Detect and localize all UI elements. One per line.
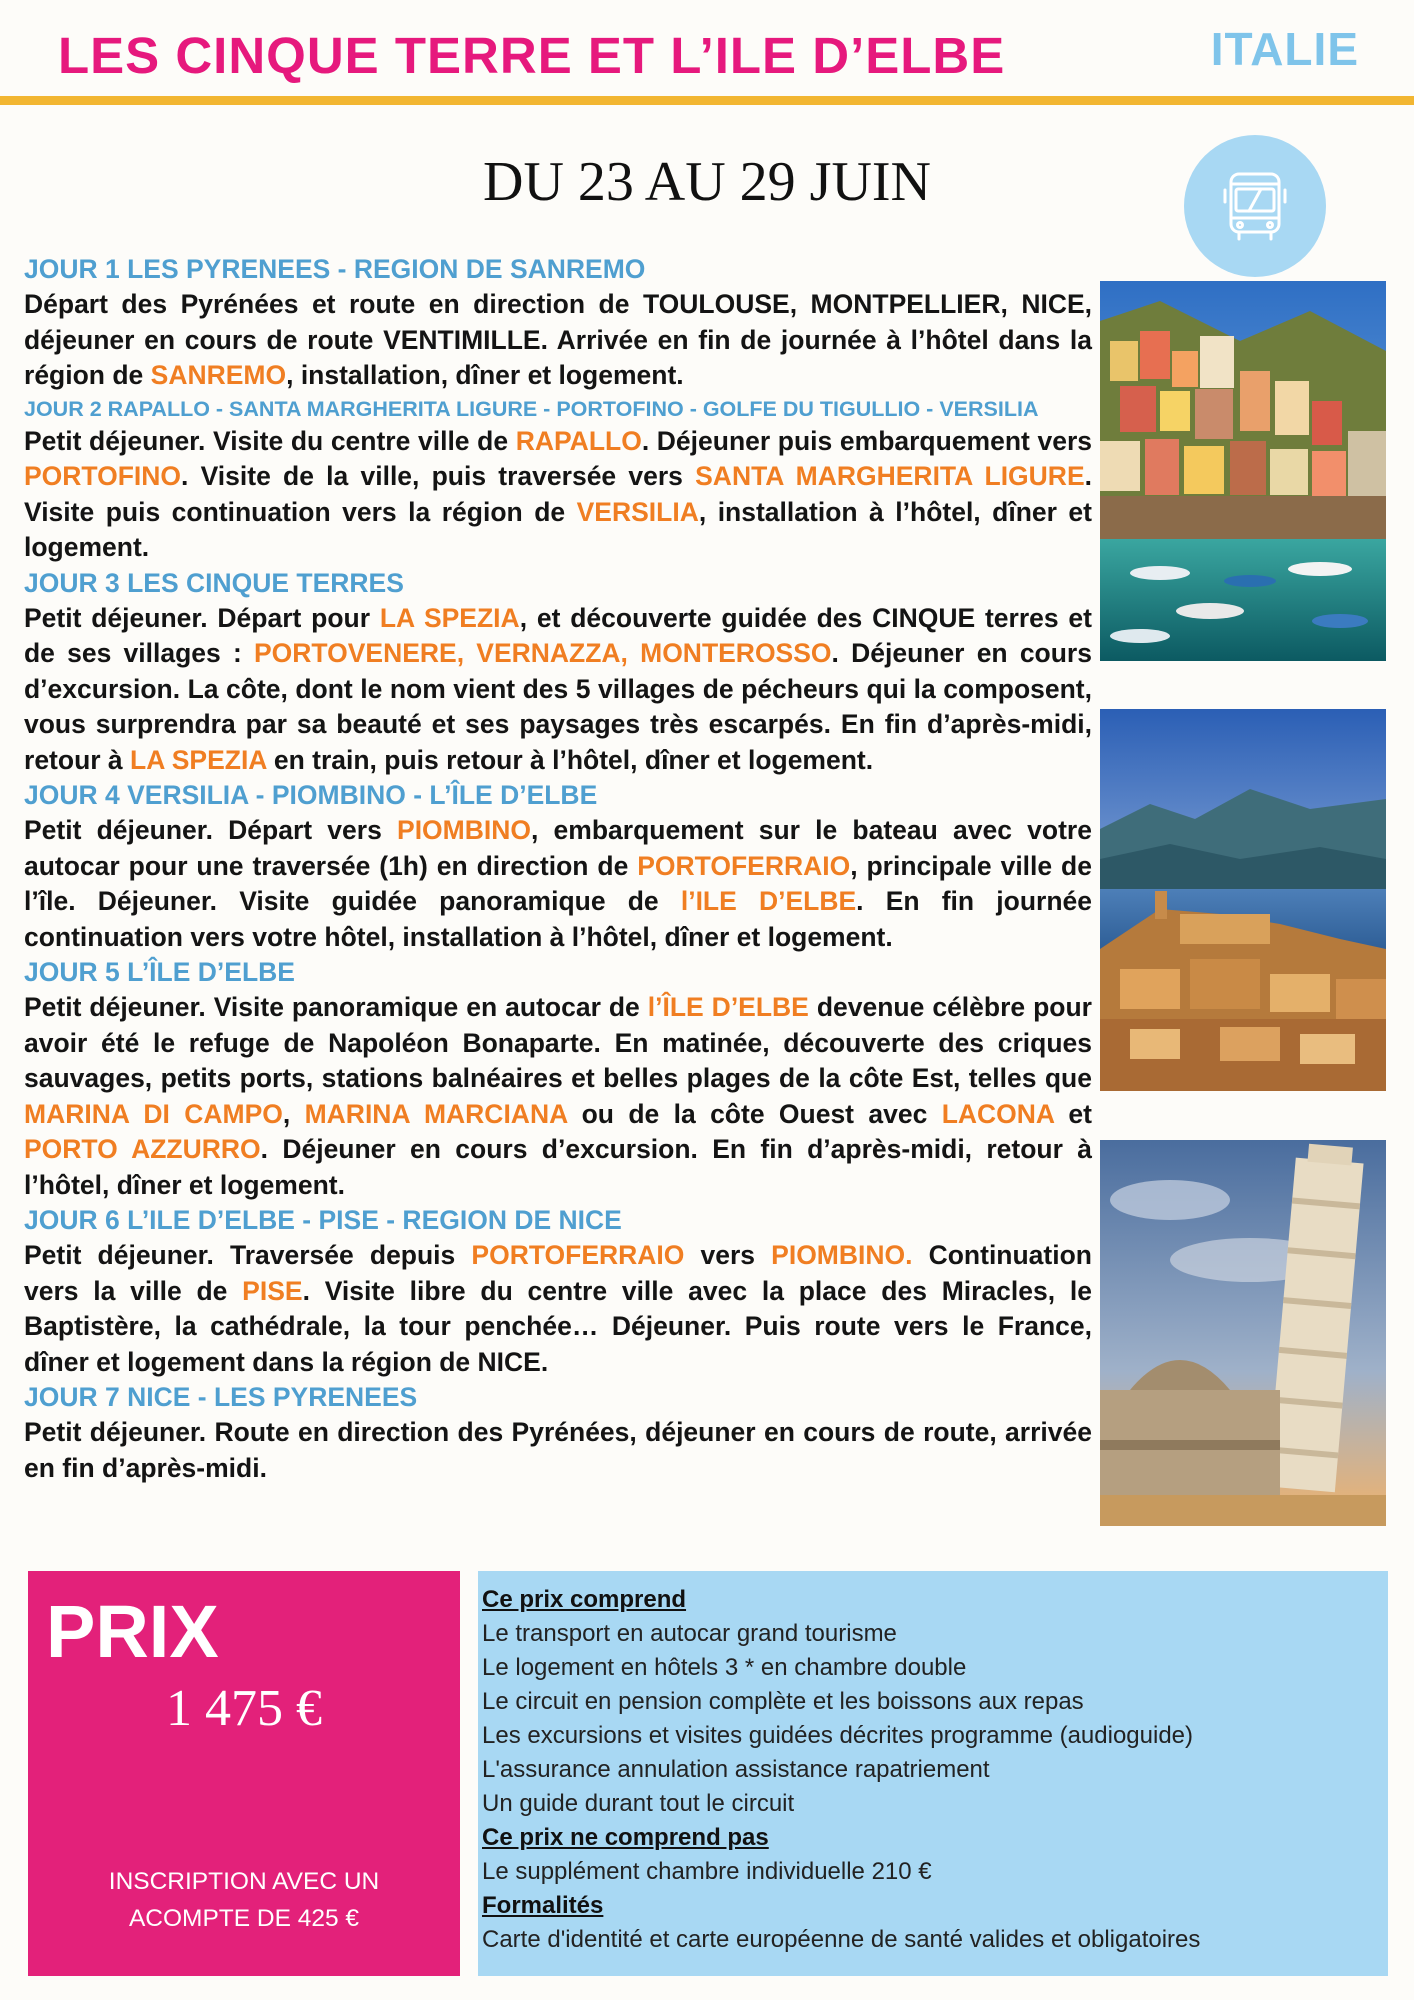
cinque-terre-photo (1100, 281, 1386, 661)
day-title: JOUR 4 VERSILIA - PIOMBINO - L’ÎLE D’ELBE (24, 780, 598, 810)
day-title: JOUR 5 L’ÎLE D’ELBE (24, 957, 295, 987)
itinerary (24, 252, 1092, 1486)
includes-item: Le circuit en pension complète et les boissons aux repas (482, 1688, 1084, 1715)
day-description: Petit déjeuner. Route en direction des Pyrénées, déjeuner en cours de route, arrivée en fin d’après-midi. (24, 1417, 1092, 1483)
deposit-line: INSCRIPTION AVEC UN (108, 1868, 380, 1895)
includes-item: Un guide durant tout le circuit (482, 1790, 795, 1817)
includes-item: L'assurance annulation assistance rapatriement (482, 1756, 990, 1783)
excludes-heading: Ce prix ne comprend pas (482, 1824, 769, 1851)
pisa-tower-photo (1100, 1140, 1386, 1526)
price-title: PRIX (46, 1590, 219, 1673)
price-box (28, 1571, 460, 1976)
bus-icon (1215, 166, 1295, 246)
transport-badge (1184, 135, 1326, 277)
trip-dates: DU 23 AU 29 JUIN (483, 151, 931, 213)
price-details-list (482, 1583, 1200, 1957)
excludes-item: Le supplément chambre individuelle 210 € (482, 1858, 932, 1885)
elba-island-photo (1100, 709, 1386, 1091)
page-title: LES CINQUE TERRE ET L’ILE D’ELBE (58, 27, 1006, 84)
day-description: Petit déjeuner. Départ pour LA SPEZIA, et découverte guidée des CINQUE terres et de ses villages : PORTOVENERE, VERNAZZA, MONTEROSSO. Déjeuner en cours d’excursion. La côte, dont le nom vient des 5 villages de pécheurs qui la composent, vous surprendra par sa beauté et ses paysages très escarpés. En fin d’après-midi, retour à LA SPEZIA en train, puis retour à l’hôtel, dîner et logement. (24, 602, 1092, 775)
day-description: Petit déjeuner. Traversée depuis PORTOFERRAIO vers PIOMBINO. Continuation vers la ville de PISE. Visite libre du centre ville avec la place des Miracles, le Baptistère, la cathédrale, la tour penchée… Déjeuner. Puis route vers le France, dîner et logement dans la région de NICE. (24, 1240, 1092, 1377)
price-details-box (478, 1571, 1388, 1976)
day-title: JOUR 6 L’ILE D’ELBE - PISE - REGION DE NICE (24, 1205, 622, 1235)
includes-item: Le transport en autocar grand tourisme (482, 1620, 897, 1647)
includes-item: Les excursions et visites guidées décrites programme (audioguide) (482, 1722, 1194, 1749)
day-title: JOUR 3 LES CINQUE TERRES (24, 567, 404, 598)
deposit-info (28, 1863, 460, 1937)
day-description: Petit déjeuner. Visite panoramique en autocar de l’ÎLE D’ELBE devenue célèbre pour avoir été le refuge de Napoléon Bonaparte. En matinée, découverte des criques sauvages, petits ports, stations balnéaires et belles plages de la côte Est, telles que MARINA DI CAMPO, MARINA MARCIANA ou de la côte Ouest avec LACONA et PORTO AZZURRO. Déjeuner en cours d’excursion. En fin d’après-midi, retour à l’hôtel, dîner et logement. (24, 992, 1092, 1200)
day-description: Départ des Pyrénées et route en direction de TOULOUSE, MONTPELLIER, NICE, déjeuner en cours de route VENTIMILLE. Arrivée en fin de journée à l’hôtel dans la région de SANREMO, installation, dîner et logement. (24, 289, 1092, 390)
formalities-heading: Formalités (482, 1892, 604, 1919)
day-description: Petit déjeuner. Départ vers PIOMBINO, embarquement sur le bateau avec votre autocar pour une traversée (1h) en direction de PORTOFERRAIO, principale ville de l’île. Déjeuner. Visite guidée panoramique de l’ILE D’ELBE. En fin journée continuation vers votre hôtel, installation à l’hôtel, dîner et logement. (24, 815, 1092, 952)
includes-item: Le logement en hôtels 3 * en chambre double (482, 1654, 967, 1681)
day-title: JOUR 2 RAPALLO - SANTA MARGHERITA LIGURE - PORTOFINO - GOLFE DU TIGULLIO - VERSILIA (24, 396, 1039, 421)
formalities-item: Carte d'identité et carte européenne de santé valides et obligatoires (482, 1926, 1201, 1953)
day-title: JOUR 7 NICE - LES PYRENEES (24, 1382, 418, 1412)
price-amount: 1 475 € (166, 1680, 322, 1737)
day-title: JOUR 1 LES PYRENEES - REGION DE SANREMO (24, 254, 646, 284)
country-label: ITALIE (1210, 23, 1359, 75)
header-divider (0, 96, 1414, 105)
includes-heading: Ce prix comprend (482, 1586, 687, 1613)
day-description: Petit déjeuner. Visite du centre ville de RAPALLO. Déjeuner puis embarquement vers PORTOFINO. Visite de la ville, puis traversée vers SANTA MARGHERITA LIGURE. Visite puis continuation vers la région de VERSILIA, installation à l’hôtel, dîner et logement. (24, 425, 1092, 562)
deposit-line: ACOMPTE DE 425 € (128, 1905, 360, 1932)
